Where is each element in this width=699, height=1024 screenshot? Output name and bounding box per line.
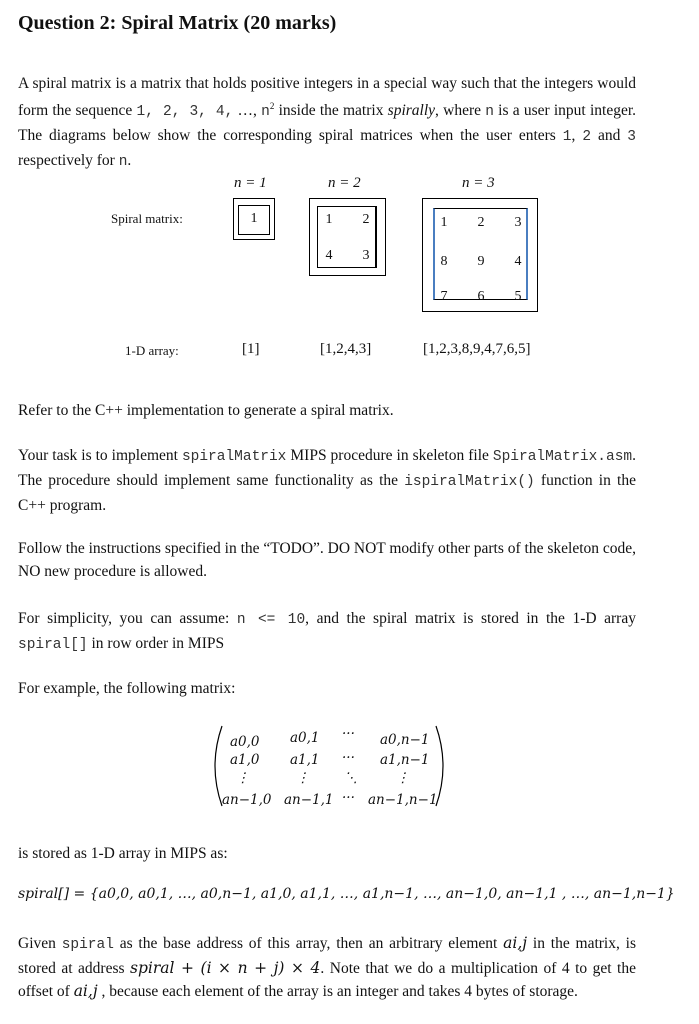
general-matrix (210, 722, 450, 810)
task-paragraph: Your task is to implement spiralMatrix MIPS procedure in skeleton file SpiralMatrix.asm. The procedure should implement same functionality as the ispiralMatrix() function in the C++ program. (18, 447, 636, 514)
example-paragraph: For example, the following matrix: (18, 680, 236, 697)
array-n1: [1] (242, 341, 260, 357)
matrix-entry: ··· (342, 726, 355, 742)
matrix-n3-box (422, 198, 538, 312)
array-n2: [1,2,4,3] (320, 341, 372, 357)
matrix-entry: ⋱ (344, 770, 358, 786)
matrix-entry: an−1,1 (284, 792, 334, 808)
refer-paragraph: Refer to the C++ implementation to generate a spiral matrix. (18, 402, 394, 419)
n1-label: n = 1 (234, 175, 267, 191)
matrix-cell: 4 (514, 254, 522, 269)
matrix-entry: an−1,0 (222, 792, 272, 808)
array-label: 1-D array: (125, 343, 179, 358)
spiral-matrix-label: Spiral matrix: (111, 211, 183, 226)
simplicity-paragraph: For simplicity, you can assume: n <= 10, and the spiral matrix is stored in the 1-D array spiral[] in row order in MIPS (18, 610, 636, 653)
follow-paragraph: Follow the instructions specified in the “TODO”. DO NOT modify other parts of the skeleton code, NO new procedure is allowed. (18, 540, 637, 580)
matrix-entry: a1,1 (290, 752, 320, 768)
given-paragraph: Given spiral as the base address of this array, then an arbitrary element ai,j in the matrix, is stored at address spiral + (i × n + j) × 4. Note that we do a multiplication of 4 to get the offset of ai,j , because each element of the array is an integer and takes 4 bytes of storage. (18, 934, 636, 1000)
matrix-cell: 6 (477, 289, 485, 304)
matrix-entry: ⋮ (236, 770, 250, 786)
intro-paragraph: A spiral matrix is a matrix that holds positive integers in a special way such that the integers would form the sequence 1, 2, 3, 4, …, $n^2$ inside the matrix spirally, where n is a user input integer. The diagrams below show the corresponding spiral matrices when the user enters 1, 2 and 3 respectively for n. (18, 75, 637, 171)
matrix-n2-box (309, 198, 386, 276)
matrix-entry: a0,1 (290, 730, 320, 746)
matrix-cell: 1 (440, 215, 448, 230)
array-n3: [1,2,3,8,9,4,7,6,5] (423, 341, 531, 357)
matrix-entry: a1,n−1 (380, 752, 430, 768)
matrix-cell: 4 (325, 248, 333, 263)
matrix-entry: ⋮ (296, 770, 310, 786)
matrix-cell: 1 (250, 211, 258, 226)
matrix-entry: ⋮ (396, 770, 410, 786)
n3-label: n = 3 (462, 175, 495, 191)
matrix-entry: a0,n−1 (380, 732, 430, 748)
matrix-cell: 7 (440, 289, 448, 304)
matrix-entry: a1,0 (230, 752, 260, 768)
matrix-entry: ··· (342, 750, 355, 766)
matrix-entry: a0,0 (230, 734, 260, 750)
matrix-n1-box (233, 198, 275, 240)
question-title: Question 2: Spiral Matrix (20 marks) (18, 12, 337, 34)
matrix-cell: 5 (514, 289, 522, 304)
matrix-entry: an−1,n−1 (368, 792, 438, 808)
matrix-entry: ··· (342, 790, 355, 806)
matrix-cell: 2 (477, 215, 485, 230)
matrix-cell: 9 (477, 254, 485, 269)
n2-label: n = 2 (328, 175, 361, 191)
matrix-cell: 2 (362, 212, 370, 227)
matrix-cell: 3 (514, 215, 522, 230)
matrix-cell: 8 (440, 254, 448, 269)
matrix-cell: 3 (362, 248, 370, 263)
array-formula: spiral[] = {a0,0, a0,1, …, a0,n−1, a1,0, a1,1, …, a1,n−1, …, an−1,0, an−1,1 , …, an−1,n−1} (18, 886, 675, 902)
matrix-cell: 1 (325, 212, 333, 227)
stored-paragraph: is stored as 1-D array in MIPS as: (18, 845, 228, 862)
